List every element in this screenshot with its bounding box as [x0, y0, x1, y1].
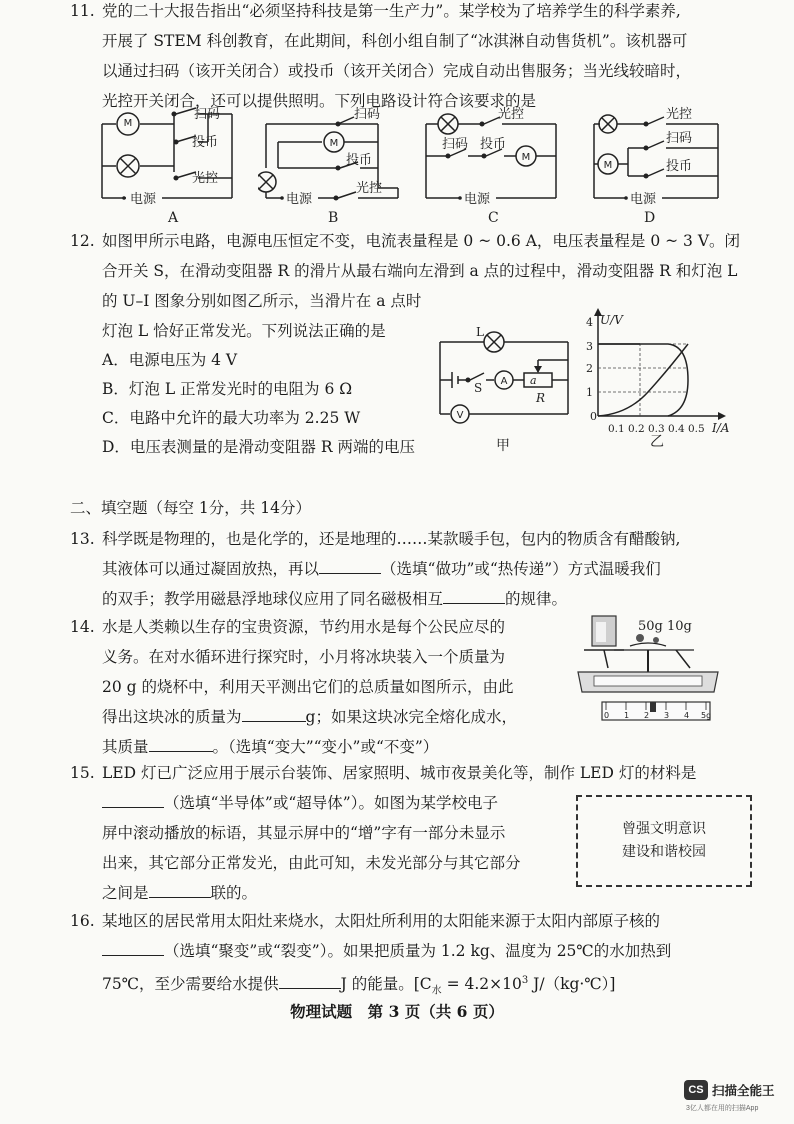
- rheostat-label: R: [536, 391, 546, 405]
- switch-light-label: 光控: [498, 107, 525, 122]
- question-16-line-1: 16. 某地区的居民常用太阳灶来烧水，太阳灶所利用的太阳能来源于太阳内部原子核的: [70, 906, 770, 936]
- power-label: 电源: [286, 192, 313, 207]
- scanner-name: 扫描全能王: [712, 1084, 775, 1098]
- switch-light-label: 光控: [192, 171, 219, 186]
- switch-coin-label: 投币: [346, 153, 373, 168]
- balance-figure: [574, 610, 724, 730]
- switch-coin-label: 投币: [666, 159, 693, 174]
- figure-caption: 甲: [496, 438, 510, 454]
- scale-tick: 0: [604, 711, 610, 720]
- motor-label: M: [521, 152, 531, 163]
- motor-label: M: [603, 160, 613, 171]
- question-13: [70, 524, 770, 614]
- question-12-option-c: C．电路中允许的最大功率为 2.25 W: [102, 409, 361, 427]
- question-13-line-1: 13. 科学既是物理的，也是化学的，还是地理的……某款暖手包，包内的物质含有醋酸钠,: [70, 524, 770, 554]
- question-12-line-1: 12. 如图甲所示电路，电源电压恒定不变，电流表量程是 0 ~ 0.6 A，电压表量程是 0 ~ 3 V。闭: [70, 226, 770, 256]
- question-11-line-2: 开展了 STEM 科创教育，在此期间，科创小组自制了“冰淇淋自动售货机”。该机器可: [102, 32, 688, 50]
- question-12-line-3: 的 U–I 图象分别如图乙所示，当滑片在 a 点时: [102, 292, 422, 310]
- switch-light-label: 光控: [356, 181, 383, 196]
- option-letter: A: [168, 210, 179, 224]
- question-number: 13.: [70, 530, 95, 548]
- origin-label: 0: [590, 410, 597, 423]
- scanner-logo-icon: CS: [684, 1080, 708, 1100]
- question-14-line-4: 得出这块冰的质量为 g；如果这块冰完全熔化成水，: [70, 702, 590, 732]
- question-14-line-3: 20 g 的烧杯中，利用天平测出它们的总质量如图所示，由此: [102, 678, 514, 696]
- question-15-line-2: （选填“半导体”或“超导体”）。如图为某学校电子: [70, 788, 770, 818]
- question-16-line-3: 75℃，至少需要给水提供 J 的能量。[$C_水 = 4.2\times 10^3$ J/（kg·℃）]: [70, 966, 770, 1006]
- question-15-line-5: 之间是 联的。: [70, 878, 770, 908]
- question-11-line-4: 光控开关闭合，还可以提供照明。下列电路设计符合该要求的是: [102, 92, 537, 110]
- y-tick: 1: [586, 386, 593, 399]
- x-tick: 0.1: [608, 423, 625, 435]
- question-15-line-4: 出来，其它部分正常发光，由此可知，未发光部分与其它部分: [102, 854, 521, 872]
- question-13-line-3: 的双手；教学用磁悬浮地球仪应用了同名磁极相互 的规律。: [70, 584, 770, 614]
- question-number: 16.: [70, 912, 95, 930]
- answer-blank[interactable]: [149, 879, 211, 898]
- figure-jia-circuit: [432, 320, 582, 460]
- question-14-line-2: 义务。在对水循环进行探究时，小月将冰块装入一个质量为: [102, 648, 506, 666]
- question-11: [70, 0, 770, 116]
- option-letter: D: [644, 210, 656, 224]
- power-label: 电源: [464, 192, 491, 207]
- scale-tick: 4: [684, 711, 690, 720]
- weights-label: 50g 10g: [638, 619, 692, 634]
- y-tick: 3: [586, 340, 593, 353]
- lamp-label: L: [476, 325, 484, 339]
- answer-blank[interactable]: [102, 789, 164, 808]
- scale-tick: 5g: [701, 711, 712, 720]
- scale-tick: 3: [664, 711, 670, 720]
- x-tick: 0.2: [628, 423, 645, 435]
- voltmeter-label: V: [456, 410, 464, 421]
- scanner-watermark: [684, 1078, 784, 1118]
- point-a-label: a: [530, 374, 537, 387]
- question-15-line-3: 屏中滚动播放的标语，其显示屏中的“增”字有一部分未显示: [102, 824, 506, 842]
- motor-label: M: [329, 138, 339, 149]
- scale-tick: 1: [624, 711, 630, 720]
- screen-line-1: 曾强文明意识: [622, 820, 706, 836]
- switch-coin-label: 投币: [480, 137, 507, 152]
- motor-label: M: [123, 118, 133, 129]
- question-12-option-a: A．电源电压为 4 V: [102, 351, 238, 369]
- question-13-line-2: 其液体可以通过凝固放热，再以 （选填“做功”或“热传递”）方式温暖我们: [70, 554, 770, 584]
- switch-coin-label: 投币: [192, 135, 219, 150]
- x-tick: 0.3: [648, 423, 665, 435]
- power-label: 电源: [130, 192, 157, 207]
- circuit-option-a: [96, 104, 246, 224]
- question-number: 14.: [70, 618, 95, 636]
- question-15-line-1: 15. LED 灯已广泛应用于展示台装饰、居家照明、城市夜景美化等，制作 LED 灯的材料是: [70, 758, 770, 788]
- answer-blank[interactable]: [149, 733, 213, 752]
- figure-yi-graph: [578, 306, 748, 452]
- screen-line-2: 建设和谐校园: [622, 843, 706, 859]
- question-number: 12.: [70, 232, 95, 250]
- answer-blank[interactable]: [279, 970, 341, 989]
- power-label: 电源: [630, 192, 657, 207]
- y-tick: 4: [586, 316, 593, 329]
- question-14-line-1: 14. 水是人类赖以生存的宝贵资源，节约用水是每个公民应尽的: [70, 612, 590, 642]
- figure-caption: 乙: [650, 434, 664, 450]
- switch-light-label: 光控: [666, 107, 693, 122]
- answer-blank[interactable]: [319, 555, 381, 574]
- scanner-tagline: 3亿人都在用的扫描App: [686, 1105, 759, 1112]
- question-12-option-b: B．灯泡 L 正常发光时的电阻为 6 Ω: [102, 380, 353, 398]
- question-16: [70, 906, 770, 1006]
- x-axis-label: I/A: [712, 421, 730, 435]
- answer-blank[interactable]: [242, 703, 306, 722]
- answer-blank[interactable]: [443, 585, 505, 604]
- switch-label: S: [474, 381, 483, 395]
- circuit-option-d: [588, 104, 738, 224]
- question-11-line-1: 11. 党的二十大报告指出“必须坚持科技是第一生产力”。某学校为了培养学生的科学素养,: [70, 0, 770, 26]
- question-number: 11.: [70, 2, 95, 20]
- y-tick: 2: [586, 362, 593, 375]
- scale-tick: 2: [644, 711, 650, 720]
- switch-scan-label: 扫码: [442, 137, 469, 152]
- circuit-option-b: [258, 104, 408, 224]
- circuit-option-c: [420, 104, 570, 224]
- y-axis-label: U/V: [600, 313, 623, 327]
- option-letter: C: [488, 210, 499, 224]
- question-11-line-3: 以通过扫码（该开关闭合）或投币（该开关闭合）完成自动出售服务；当光线较暗时，: [102, 62, 692, 80]
- section-2-title: 二、填空题（每空 1分，共 14分）: [70, 499, 311, 517]
- question-number: 15.: [70, 764, 95, 782]
- question-14-line-5: 其质量 。（选填“变大”“变小”或“不变”）: [70, 732, 590, 762]
- x-tick: 0.5: [688, 423, 705, 435]
- question-12-line-4: 灯泡 L 恰好正常发光。下列说法正确的是: [102, 322, 386, 340]
- switch-scan-label: 扫码: [194, 107, 221, 122]
- question-14: [70, 612, 590, 762]
- ammeter-label: A: [500, 376, 508, 387]
- answer-blank[interactable]: [102, 937, 164, 956]
- led-screen-figure: [576, 795, 752, 887]
- question-16-line-2: （选填“聚变”或“裂变”）。如果把质量为 1.2 kg、温度为 25℃的水加热到: [70, 936, 770, 966]
- question-12-line-2: 合开关 S，在滑动变阻器 R 的滑片从最右端向左滑到 a 点的过程中，滑动变阻器 R 和灯泡 L: [102, 262, 738, 280]
- page-footer: 物理试题 第 3 页（共 6 页）: [290, 1002, 504, 1021]
- option-letter: B: [328, 210, 339, 224]
- switch-scan-label: 扫码: [354, 107, 381, 122]
- switch-scan-label: 扫码: [666, 131, 693, 146]
- question-12-option-d: D．电压表测量的是滑动变阻器 R 两端的电压: [102, 438, 415, 456]
- x-tick: 0.4: [668, 423, 685, 435]
